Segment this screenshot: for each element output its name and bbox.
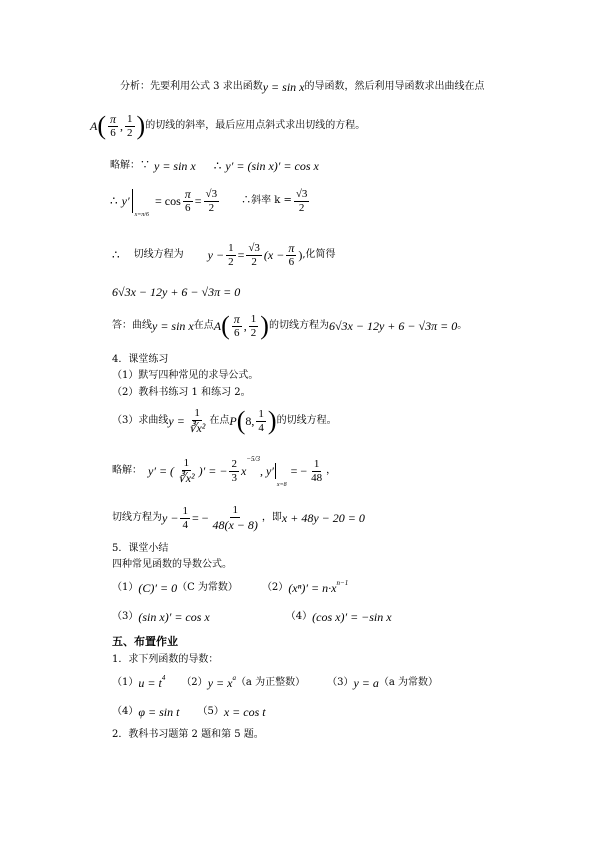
formula-row-1: （1） (C)′ = 0 （C 为常数） （2） (xⁿ)′ = n·x n−1 (112, 579, 349, 595)
homework-heading: 五、布置作业 (112, 635, 178, 648)
sketch1-value-line: ∴ y′ x=π/6 = cos $\frac{\pi}{6}$ = $\frac{√3}{2}$ ∴斜率 k = $\frac{√3}{2}$ (110, 187, 308, 218)
sketch2-line: 略解： y′ = ( $\frac{1}{\text{∛x²}}$ )′ = − $\frac{2}{3}$ x −5/3 , y′ x=8 = − $\frac{1}{48}$ ， (112, 455, 337, 488)
slope-label: ∴斜率 k = (241, 195, 292, 206)
analysis-expr-1: y = sin x (262, 80, 305, 94)
sketch1-therefore: ∴ (213, 159, 222, 173)
sketch1-angle: $\frac{\pi}{6}$ (184, 187, 191, 214)
summary-heading: 5．课堂小结 (112, 543, 169, 554)
sketch1-line (110, 160, 319, 172)
formula-sin: (sin x)′ = cos x (138, 610, 210, 624)
tangent1-simplify: ,化简得 (302, 249, 336, 260)
answer-line: 答：曲线 y = sin x 在点 A ( $\frac{\pi}{6}$ , $\frac{1}{2}$ ) 的切线方程为 6√3x − 12y + 6 − √3π = 0 。 (112, 311, 468, 340)
evaluation-bar (132, 189, 133, 213)
homework-question-1: 1．求下列函数的导数： (112, 654, 219, 665)
tangent2-line: 切线方程为 y − $\frac{1}{4}$ = − $\frac{1}{48(x - 8)}$ ，即 x + 48y − 20 = 0 (112, 504, 365, 532)
tangent1-line: ∴ 切线方程为 y − $\frac{1}{2}$ = $\frac{√3}{2}$ (x − $\frac{\pi}{6}$ ) ,化简得 (112, 241, 336, 268)
homework-row-2: （4） φ = sin t （5） x = cos t (112, 705, 266, 719)
tangent1-simplified: 6√3x − 12y + 6 − √3π = 0 (112, 285, 241, 299)
sketch1-expr-1: y = sin x (154, 159, 196, 173)
formula-power: (xⁿ)′ = n·x (288, 581, 337, 595)
analysis-point: A (90, 119, 98, 133)
sketch1-expr-2: y′ = (sin x)′ = cos x (225, 159, 319, 173)
homework-row-1: （1） u = t 4 （2） y = x a （a 为正整数） （3） y = a （a 为常数） (112, 674, 439, 690)
practice-item-1: （1）默写四种常见的求导公式。 (112, 370, 259, 381)
sketch1-eval-point: x=π/6 (134, 212, 149, 218)
analysis-point-x: $\frac{\pi}{6}$ (110, 112, 117, 139)
analysis-text-3: 的切线的斜率，最后应用点斜式求出切线的方程。 (145, 120, 366, 131)
practice-heading: 4．课堂练习 (112, 354, 169, 365)
tangent1-label: 切线方程为 (133, 249, 184, 260)
analysis-text-2: 的导函数，然后利用导函数求出曲线在点 (304, 81, 485, 92)
summary-subtitle: 四种常见函数的导数公式。 (112, 559, 232, 570)
homework-question-2: 2．教科书习题第 2 题和第 5 题。 (112, 729, 264, 740)
formula-cos: (cos x)′ = −sin x (312, 610, 392, 624)
formula-row-2: （3） (sin x)′ = cos x （4） (cos x)′ = −sin x (112, 610, 392, 624)
practice-item-2: （2）教科书练习 1 和练习 2。 (112, 387, 251, 398)
slope-value: $\frac{√3}{2}$ (295, 187, 308, 214)
sketch1-derivative: y′ (121, 194, 130, 208)
analysis-line-1 (120, 81, 485, 93)
analysis-text-1: 分析：先要利用公式 3 求出函数 (120, 81, 263, 92)
sketch1-result: $\frac{√3}{2}$ (205, 187, 218, 214)
analysis-point-y: $\frac{1}{2}$ (127, 112, 133, 139)
analysis-line-2: A ( $\frac{\pi}{6}$ , $\frac{1}{2}$ ) 的切线的斜率，最后应用点斜式求出切线的方程。 (90, 111, 366, 140)
sketch1-label: 略解：∵ (110, 160, 150, 171)
formula-constant: (C)′ = 0 (138, 581, 178, 595)
practice-item-3: （3）求曲线 y = $\frac{1}{\text{∛x²}}$ 在点 P ( 8, $\frac{1}{4}$ ) 的切线方程。 (112, 406, 337, 435)
